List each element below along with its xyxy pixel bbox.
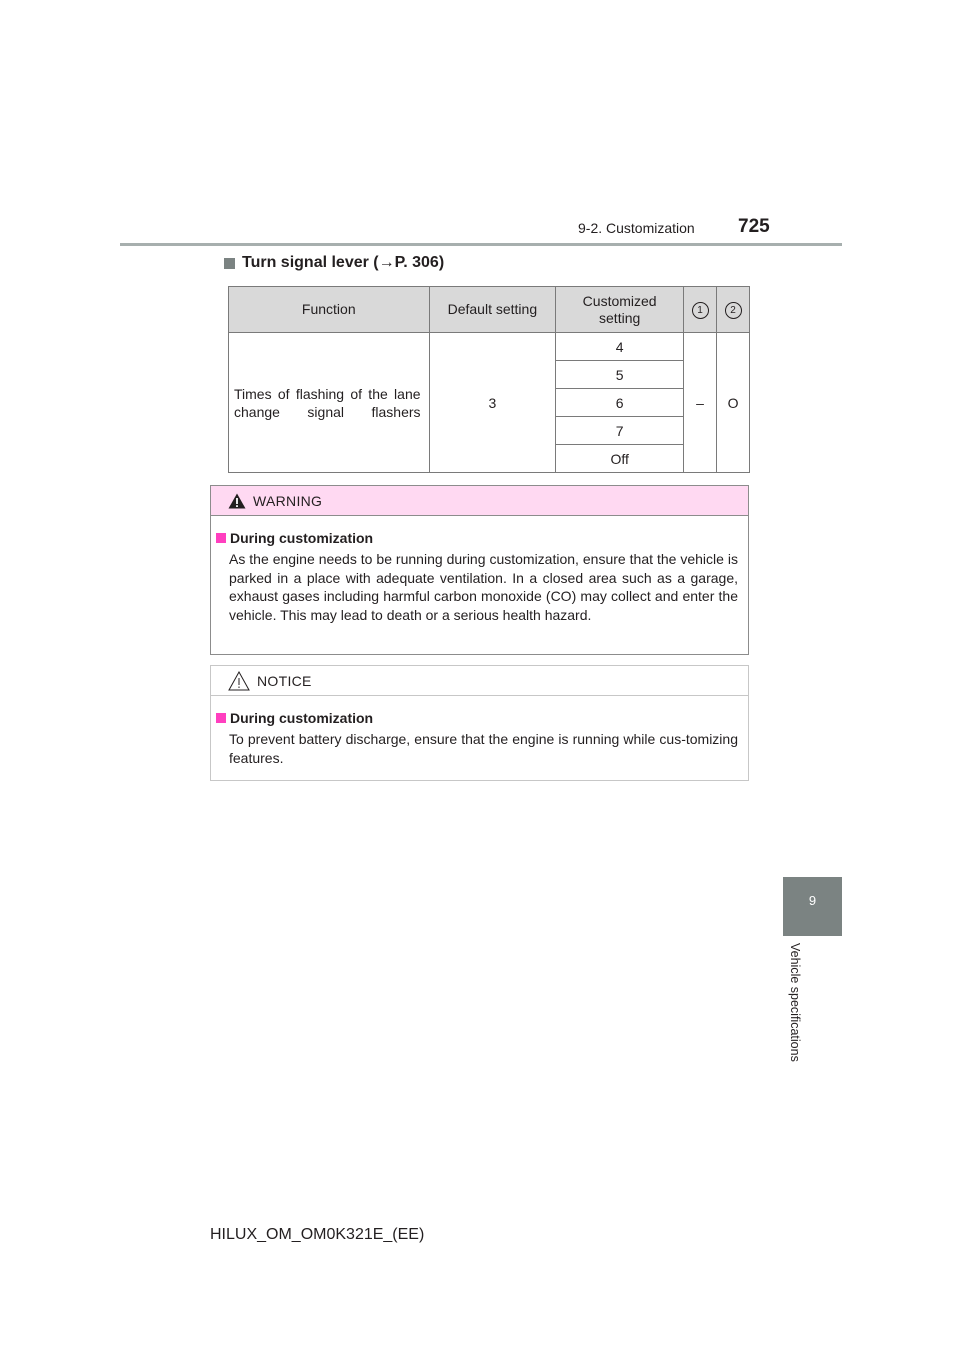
table-header-row bbox=[229, 287, 750, 333]
section-title: 9-2. Customization bbox=[578, 220, 695, 236]
notice-title: NOTICE bbox=[257, 672, 312, 689]
cell-default: 3 bbox=[429, 333, 556, 473]
cell-method-1: – bbox=[684, 333, 717, 473]
circled-2-icon: 2 bbox=[725, 302, 742, 319]
notice-header bbox=[211, 666, 748, 696]
heading-text: Turn signal lever (→P. 306) bbox=[242, 254, 445, 271]
cell-method-2: O bbox=[717, 333, 750, 473]
cell-option: 6 bbox=[556, 389, 684, 417]
chapter-label-text: Vehicle specifications bbox=[788, 943, 802, 1062]
warning-header bbox=[211, 486, 748, 516]
col-default-setting: Default setting bbox=[429, 287, 556, 333]
cell-function: Times of flashing of the lane change signal flashers bbox=[229, 333, 430, 473]
section-heading bbox=[224, 254, 444, 272]
cell-option: 5 bbox=[556, 361, 684, 389]
warning-box bbox=[210, 485, 749, 655]
warning-subtitle-text: During customization bbox=[230, 530, 374, 546]
page-number: 725 bbox=[738, 216, 770, 237]
cell-option: Off bbox=[556, 445, 684, 473]
cell-option: 7 bbox=[556, 417, 684, 445]
document-code: HILUX_OM_OM0K321E_(EE) bbox=[210, 1226, 425, 1243]
header-rule bbox=[120, 243, 842, 246]
warning-title: WARNING bbox=[253, 492, 323, 509]
notice-box bbox=[210, 665, 749, 781]
cell-option: 4 bbox=[556, 333, 684, 361]
col-customized-setting: Customized setting bbox=[556, 287, 684, 333]
col-method-1 bbox=[684, 287, 717, 333]
square-bullet-icon bbox=[224, 258, 235, 269]
notice-triangle-icon bbox=[228, 671, 250, 691]
col-function: Function bbox=[229, 287, 430, 333]
square-bullet-icon bbox=[216, 533, 226, 543]
warning-body: As the engine needs to be running during customization, ensure that the vehicle is parked in a place with adequate ventilation. In a closed area such as a garage, exhaust gases including harmful carbon monoxide (CO) may collect and enter the vehicle. This may lead to death or a serious health hazard. bbox=[229, 551, 738, 623]
chapter-tab[interactable]: 9 bbox=[783, 877, 842, 936]
warning-triangle-icon bbox=[228, 493, 246, 509]
circled-1-icon: 1 bbox=[692, 302, 709, 319]
table-row bbox=[229, 333, 750, 361]
notice-subtitle-text: During customization bbox=[230, 710, 374, 726]
warning-subtitle bbox=[216, 530, 748, 546]
square-bullet-icon bbox=[216, 713, 226, 723]
notice-subtitle bbox=[216, 710, 748, 726]
col-method-2 bbox=[717, 287, 750, 333]
customization-table bbox=[228, 286, 750, 473]
chapter-label bbox=[786, 943, 806, 1088]
notice-body: To prevent battery discharge, ensure that the engine is running while cus-tomizing features. bbox=[229, 731, 738, 766]
